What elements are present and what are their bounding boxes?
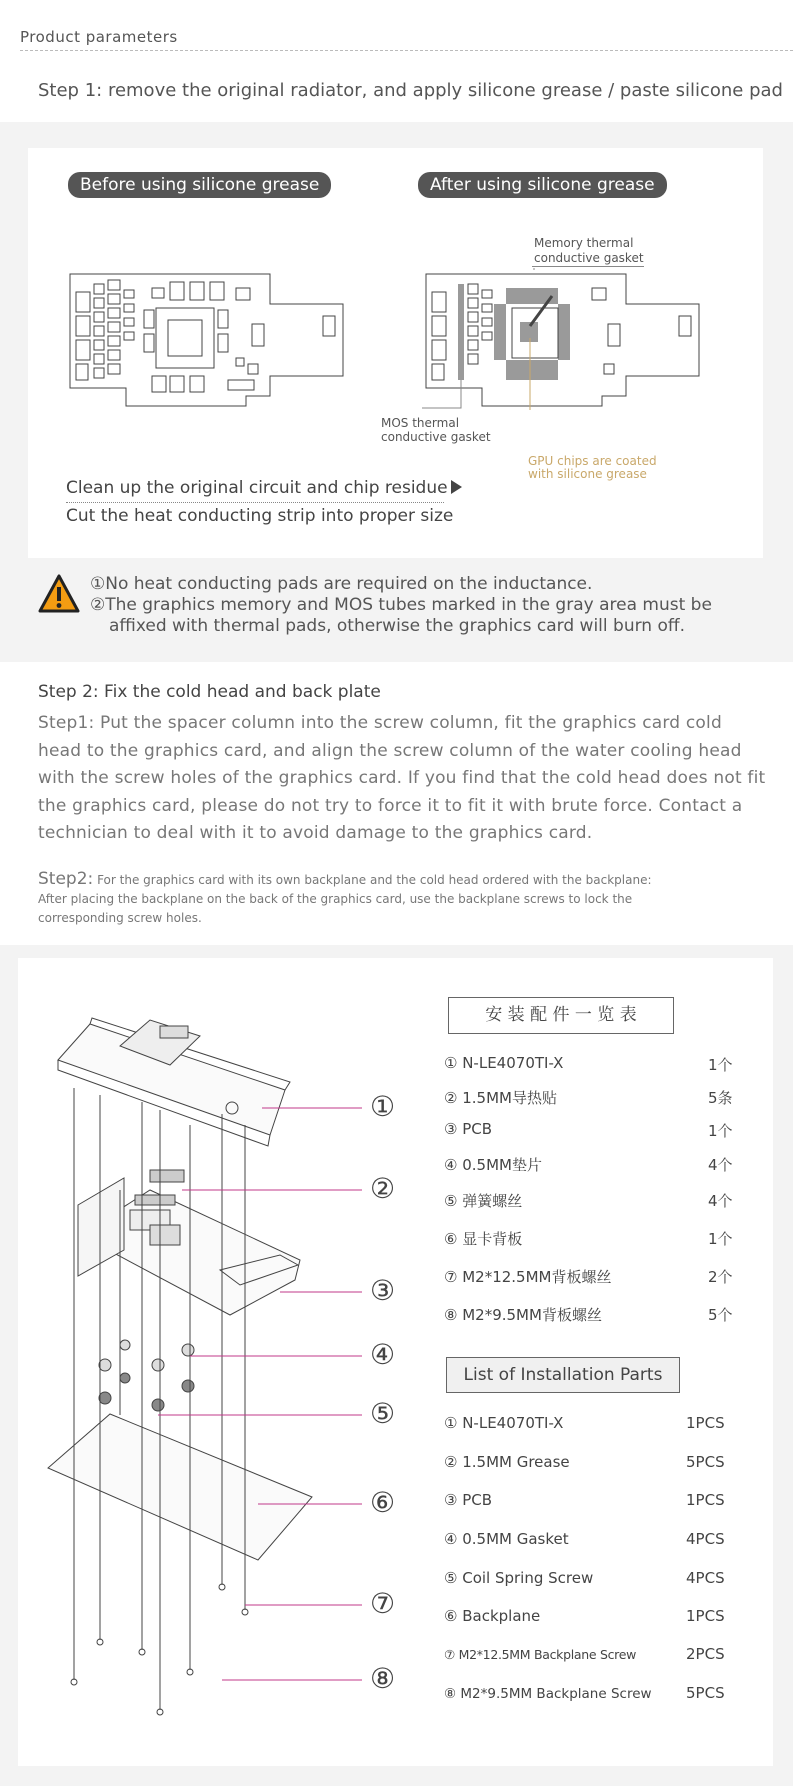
warning-line2: ②The graphics memory and MOS tubes marked in the gray area must be xyxy=(90,595,712,615)
clean-instruction xyxy=(66,478,462,498)
instruction-divider xyxy=(66,502,444,503)
cut-instruction: Cut the heat conducting strip into proper size xyxy=(66,506,454,526)
pcb-before-diagram xyxy=(66,268,381,410)
parts-cn-title: 安 装 配 件 一 览 表 xyxy=(448,997,674,1034)
page-header-title: Product parameters xyxy=(20,28,178,46)
step2-sub-label: Step2: xyxy=(38,869,94,889)
step2-sub-text1: For the graphics card with its own backplane and the cold head ordered with the backplane: xyxy=(97,873,652,887)
parts-en-qty-7: 2PCS xyxy=(686,1645,725,1663)
after-label: After using silicone grease xyxy=(418,172,667,198)
parts-en-title: List of Installation Parts xyxy=(446,1357,680,1393)
parts-en-qty-6: 1PCS xyxy=(686,1607,725,1625)
pcb-after-diagram xyxy=(422,268,737,410)
warning-line3: affixed with thermal pads, otherwise the graphics card will burn off. xyxy=(109,616,685,636)
before-label: Before using silicone grease xyxy=(68,172,331,198)
step2-sub-text3: corresponding screw holes. xyxy=(38,911,202,925)
parts-cn-name: ① N-LE4070TI-X xyxy=(444,1054,564,1072)
warning-icon xyxy=(38,574,80,614)
mos-label-line1: MOS thermal xyxy=(381,416,460,430)
parts-cn-qty-2: 5条 xyxy=(708,1089,733,1107)
gpu-label-line1: GPU chips are coated xyxy=(528,454,657,468)
parts-cn-qty-7: 2个 xyxy=(708,1268,733,1286)
parts-en-item-5: ⑤ Coil Spring Screw xyxy=(444,1569,594,1587)
callout-5: ⑤ xyxy=(370,1397,396,1430)
step2-title: Step 2: Fix the cold head and back plate xyxy=(38,682,381,702)
callout-8: ⑧ xyxy=(370,1662,396,1695)
parts-en-qty-2: 5PCS xyxy=(686,1453,725,1471)
parts-en-item-6: ⑥ Backplane xyxy=(444,1607,541,1625)
gpu-label-line2: with silicone grease xyxy=(528,467,647,481)
parts-cn-item-6: ⑥ 显卡背板 xyxy=(444,1230,523,1248)
memory-label-line2: conductive gasket xyxy=(534,251,644,265)
parts-en-item-1: ① N-LE4070TI-X xyxy=(444,1414,564,1432)
parts-cn-item-3: ③ PCB xyxy=(444,1120,493,1138)
parts-en-item-3: ③ PCB xyxy=(444,1491,493,1509)
parts-en-qty-1: 1PCS xyxy=(686,1414,725,1432)
callout-6: ⑥ xyxy=(370,1486,396,1519)
parts-en-qty-8: 5PCS xyxy=(686,1684,725,1702)
warning-text xyxy=(90,574,712,637)
warning-line1: ①No heat conducting pads are required on the inductance. xyxy=(90,574,593,594)
parts-cn-item-2: ② 1.5MM导热贴 xyxy=(444,1089,557,1107)
parts-cn-qty-1: 1个 xyxy=(708,1056,733,1074)
play-arrow-icon xyxy=(451,480,462,494)
parts-cn-item-7: ⑦ M2*12.5MM背板螺丝 xyxy=(444,1268,612,1286)
callout-1: ① xyxy=(370,1090,396,1123)
step2-sub-text2: After placing the backplane on the back of the graphics card, use the backplane screws to lock the xyxy=(38,892,633,906)
clean-text: Clean up the original circuit and chip residue xyxy=(66,478,448,498)
memory-label-line1: Memory thermal xyxy=(534,236,634,250)
callout-4: ④ xyxy=(370,1338,396,1371)
parts-cn-qty-4: 4个 xyxy=(708,1156,733,1174)
parts-en-item-2: ② 1.5MM Grease xyxy=(444,1453,570,1471)
parts-en-qty-5: 4PCS xyxy=(686,1569,725,1587)
parts-cn-qty-5: 4个 xyxy=(708,1192,733,1210)
step2-body: Step1: Put the spacer column into the screw column, fit the graphics card cold head to the graphics card, and align the screw column of the water cooling head with the screw holes of the graphics card. If you find that the cold head does not fit the graphics card, please do not try to force it to fit it with brute force. Contact a technician to deal with it to avoid damage to the graphics card. xyxy=(38,713,766,843)
parts-en-item-4: ④ 0.5MM Gasket xyxy=(444,1530,569,1548)
parts-cn-item-4: ④ 0.5MM垫片 xyxy=(444,1156,542,1174)
parts-cn-qty-8: 5个 xyxy=(708,1306,733,1324)
callout-7: ⑦ xyxy=(370,1587,396,1620)
exploded-assembly-diagram xyxy=(40,1010,410,1730)
parts-cn-qty-6: 1个 xyxy=(708,1230,733,1248)
parts-en-qty-4: 4PCS xyxy=(686,1530,725,1548)
callout-3: ③ xyxy=(370,1274,396,1307)
parts-cn-item-1 xyxy=(444,1054,563,1072)
parts-cn-qty-3: 1个 xyxy=(708,1122,733,1140)
parts-cn-item-5: ⑤ 弹簧螺丝 xyxy=(444,1192,523,1210)
parts-en-item-8: ⑧ M2*9.5MM Backplane Screw xyxy=(444,1686,652,1702)
mos-label-line2: conductive gasket xyxy=(381,430,491,444)
header-divider xyxy=(20,50,793,51)
memory-label-underline xyxy=(532,266,644,267)
parts-en-item-7: ⑦ M2*12.5MM Backplane Screw xyxy=(444,1647,637,1662)
step2-sub xyxy=(38,870,768,928)
parts-cn-item-8: ⑧ M2*9.5MM背板螺丝 xyxy=(444,1306,602,1324)
step1-title: Step 1: remove the original radiator, and apply silicone grease / paste silicone pad xyxy=(38,80,783,101)
callout-2: ② xyxy=(370,1172,396,1205)
parts-en-qty-3: 1PCS xyxy=(686,1491,725,1509)
